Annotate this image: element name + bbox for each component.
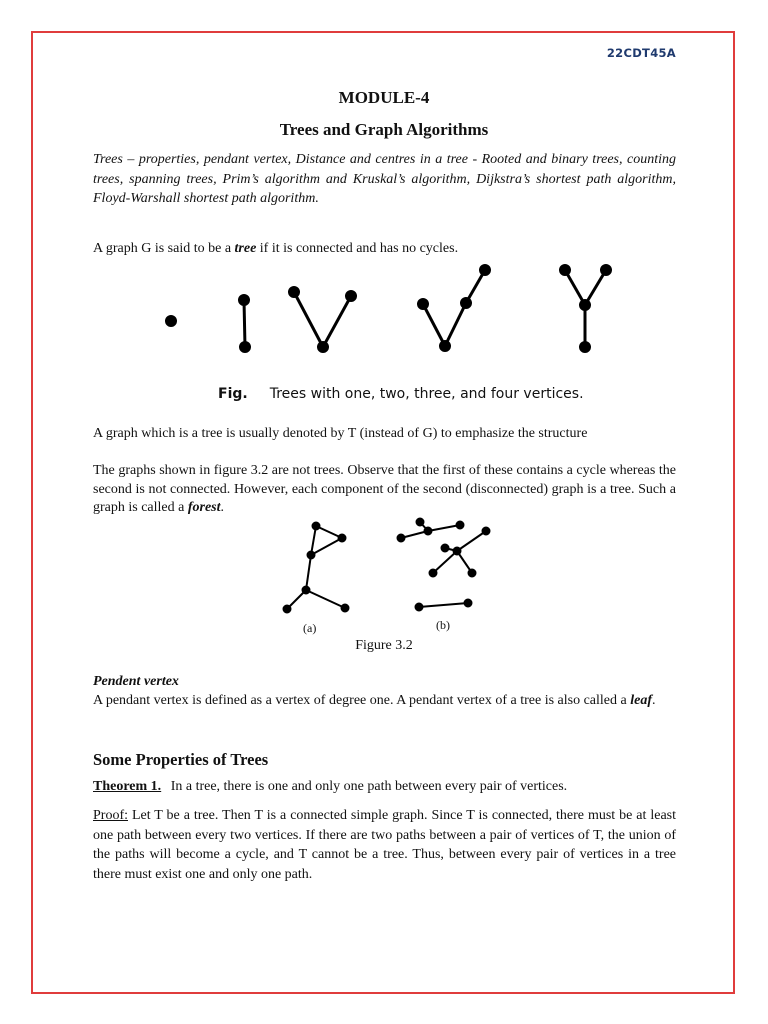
tree-three-vertices (290, 288, 356, 352)
graph-b-forest (398, 519, 490, 611)
figure-label-a: (a) (303, 621, 317, 635)
proof-paragraph: Proof: Let T be a tree. Then T is a connected simple graph. Since T is connected, there must be at least one path between every two vertices. If there are two paths between a pair of vertices of T, the union of the paths will become a cycle, and T cannot be a tree. Thus, between every pair of vertices in a tree there must exist one and only one path. (93, 808, 676, 882)
theorem-1: Theorem 1. In a tree, there is one and only one path between every pair of vertices. (93, 779, 568, 794)
figure-label: Fig. (218, 386, 248, 402)
figure-3-2-caption: Figure 3.2 (355, 638, 413, 653)
syllabus-text: Trees – properties, pendant vertex, Distance and centres in a tree - Rooted and binary trees, counting trees, spanning trees, Prim’s algorithm and Kruskal’s algorithm, Dijkstra’s shortest path algorithm, Floyd-Warshall shortest path algorithm. (93, 152, 676, 206)
tree-two-vertices (240, 296, 250, 352)
figure-1-caption: Fig. Trees with one, two, three, and four vertices. (218, 386, 584, 402)
theorem-label: Theorem 1. (93, 779, 162, 794)
course-code: 22CDT45A (606, 46, 676, 60)
tree-notation-paragraph: A graph which is a tree is usually denoted by T (instead of G) to emphasize the structure (93, 426, 588, 441)
tree-four-vertices-star (561, 266, 611, 352)
figure-label-b: (b) (436, 618, 450, 632)
tree-four-vertices-path (419, 266, 490, 351)
tree-definition: A graph G is said to be a tree if it is connected and has no cycles. (93, 241, 459, 256)
graph-a-with-cycle (284, 523, 349, 613)
pendant-heading: Pendent vertex (93, 674, 179, 689)
tree-one-vertex (167, 317, 176, 326)
module-title: MODULE-4 (338, 88, 430, 107)
chapter-title: Trees and Graph Algorithms (279, 120, 489, 139)
forest-paragraph: The graphs shown in figure 3.2 are not trees. Observe that the first of these contains a cycle whereas the second is not connected. However, each component of the second (disconnected) graph is a tree. Such a graph is called a forest. (93, 463, 676, 515)
proof-label: Proof: (93, 808, 128, 823)
pendant-definition: A pendant vertex is defined as a vertex of degree one. A pendant vertex of a tree is also called a leaf. (93, 693, 656, 708)
properties-heading: Some Properties of Trees (93, 750, 269, 769)
